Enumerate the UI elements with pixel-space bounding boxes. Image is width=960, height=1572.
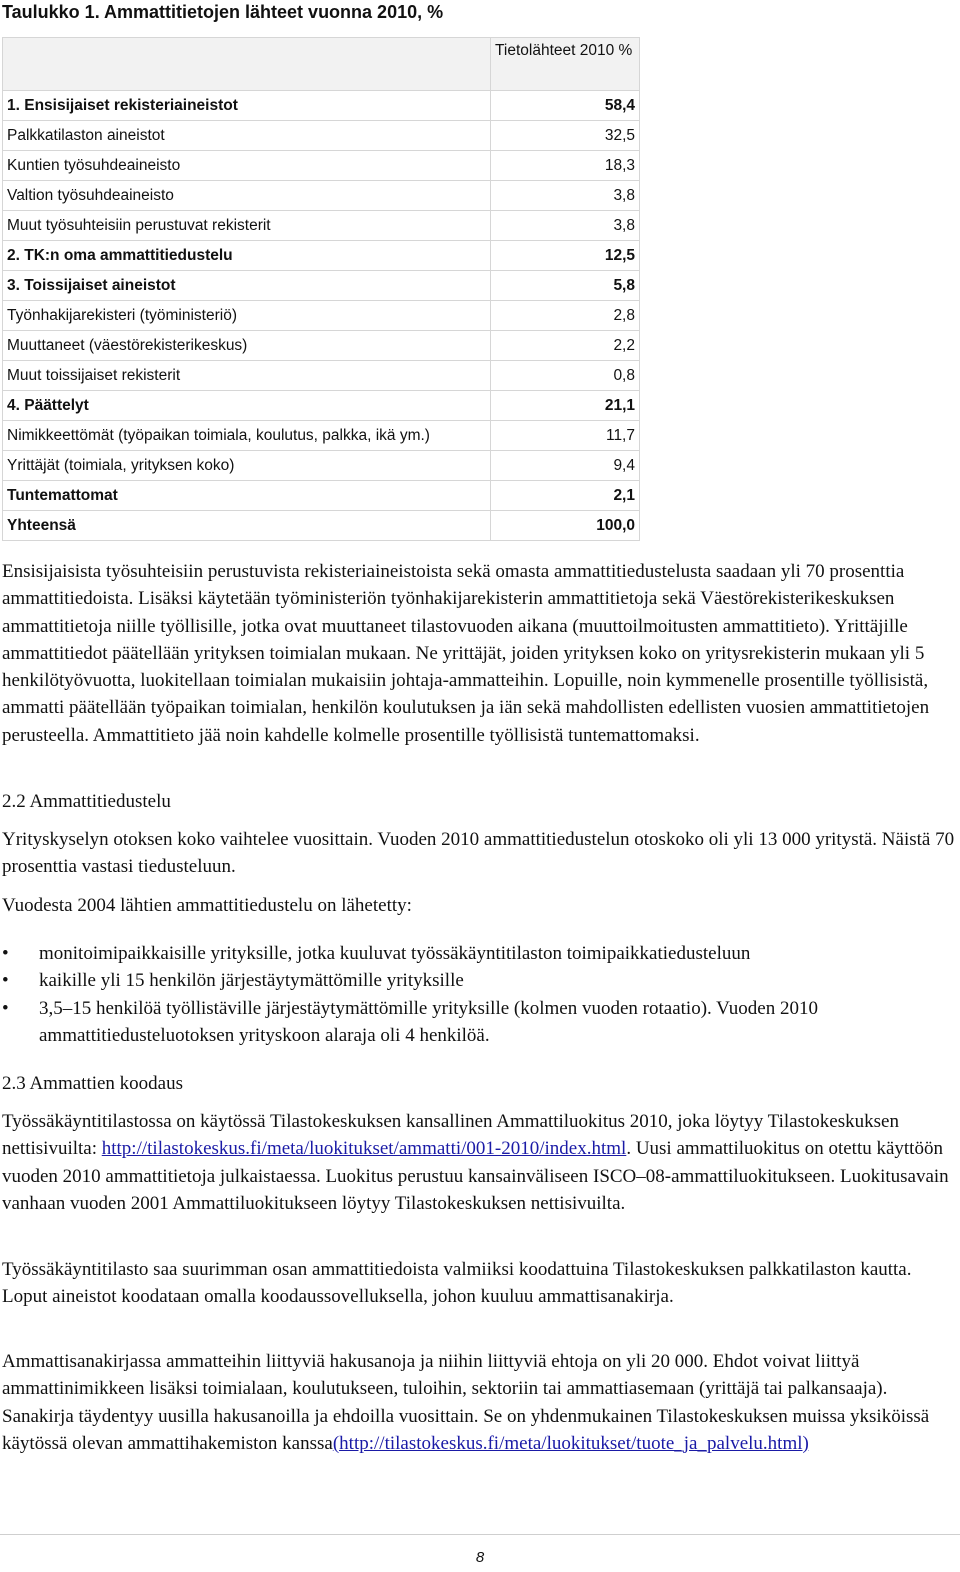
paragraph-survey-intro: Vuodesta 2004 lähtien ammattitiedustelu on lähetetty:: [2, 895, 412, 916]
page-number: 8: [475, 1549, 485, 1566]
list-item: [2, 967, 958, 994]
table-title: Taulukko 1. Ammattitietojen lähteet vuonna 2010, %: [2, 2, 444, 22]
table-row-label: Nimikkeettömät (työpaikan toimiala, koulutus, palkka, ikä ym.): [3, 421, 491, 451]
table-row-label: Valtion työsuhdeaineisto: [3, 181, 491, 211]
bullet-icon: •: [2, 997, 9, 1019]
table-row-value: 2,1: [491, 481, 640, 511]
table-row-label: 1. Ensisijaiset rekisteriaineistot: [3, 91, 491, 121]
heading-ammattitiedustelu: 2.2 Ammattitiedustelu: [2, 791, 171, 812]
table-row: [3, 241, 640, 271]
footer-divider: [0, 1534, 960, 1535]
sources-table: [2, 37, 640, 541]
table-column-header: Tietolähteet 2010 %: [491, 38, 640, 91]
table-row-label: Palkkatilaston aineistot: [3, 121, 491, 151]
table-row: [3, 451, 640, 481]
sources-table-body: [3, 38, 640, 541]
survey-target-list: [2, 940, 958, 1049]
table-row: [3, 91, 640, 121]
table-row: [3, 121, 640, 151]
table-row-value: 18,3: [491, 151, 640, 181]
table-row: [3, 331, 640, 361]
table-row: [3, 511, 640, 541]
table-row-value: 32,5: [491, 121, 640, 151]
table-row-value: 0,8: [491, 361, 640, 391]
table-row-value: 21,1: [491, 391, 640, 421]
paragraph-sample-size: Yrityskyselyn otoksen koko vaihtelee vuosittain. Vuoden 2010 ammattitiedustelun otoskoko oli yli 13 000 yritystä. Näistä 70 prosenttia vastasi tiedusteluun.: [2, 829, 955, 878]
table-row-label: Muut työsuhteisiin perustuvat rekisterit: [3, 211, 491, 241]
table-row-label: Muut toissijaiset rekisterit: [3, 361, 491, 391]
table-row-value: 2,2: [491, 331, 640, 361]
table-row: [3, 151, 640, 181]
table-header-row: [3, 38, 640, 91]
classification-link[interactable]: http://tilastokeskus.fi/meta/luokitukset/ammatti/001-2010/index.html: [101, 1138, 627, 1160]
paragraph-dictionary: [2, 1348, 958, 1457]
table-row-value: 5,8: [491, 271, 640, 301]
list-item-text: 3,5–15 henkilöä työllistäville järjestäytymättömille yrityksille (kolmen vuoden rotaatio). Vuoden 2010 ammattitiedusteluotoksen yrityskoon alaraja oli 4 henkilöä.: [39, 997, 818, 1046]
table-row: [3, 301, 640, 331]
table-row-label: Työnhakijarekisteri (työministeriö): [3, 301, 491, 331]
table-row-value: 100,0: [491, 511, 640, 541]
paragraph-classification: [2, 1108, 958, 1217]
paragraph-sources-summary: Ensisijaisista työsuhteisiin perustuvista rekisteriaineistoista sekä omasta ammattitiedustelusta saadaan yli 70 prosenttia ammattitiedoista. Lisäksi käytetään työministeriön työnhakijarekisterin ammattitietoja sekä Väestörekisterikeskuksen ammattitietoja niille työllisille, jotka ovat muuttaneet tilastovuoden aikana (muuttoilmoitusten ammattitieto). Yrittäjille ammattitiedot päätellään yrityksen toimialan mukaan. Ne yrittäjät, joiden yrityksen koko on yritysrekisterin mukaan yli 5 henkilötyövuotta, luokitellaan toimialan mukaisiin johtaja-ammatteihin. Lopuille, noin kymmenelle prosentille työllisistä, ammatti päätellään työpaikan toimialan, henkilön koulutuksen ja iän sekä mahdollisten edellisten vuosien ammattitietojen perusteella. Ammattitieto jää noin kahdelle kolmelle prosentille työllisistä tuntemattomaksi.: [2, 561, 930, 746]
table-row-value: 3,8: [491, 181, 640, 211]
paragraph-classification-text-cont: . Uusi ammattiluokitus on otettu käyttöön vuoden 2010 ammattitietoja julkaistaessa. Luokitus perustuu kansainväliseen ISCO–08-ammattiluokitukseen. Luokitusavain vanhaan vuoden 2001 Ammattiluokitukseen löytyy Tilastokeskuksen nettisivuilta.: [2, 1138, 949, 1214]
paragraph-dictionary-text: Ammattisanakirjassa ammatteihin liittyviä hakusanoja ja niihin liittyviä ehtoja on yli 20 000. Ehdot voivat liittyä ammattinimikkeen lisäksi toimialaan, koulutukseen, tuloihin, sektoriin tai ammattiasemaan (yrittäjä tai palkansaaja). Sanakirja täydentyy uusilla hakusanoilla ja ehdoilla vuosittain. Se on yhdenmukainen Tilastokeskuksen muissa yksiköissä käytössä olevan ammattihakemiston kanssa: [2, 1351, 930, 1454]
occupation-index-link[interactable]: (http://tilastokeskus.fi/meta/luokitukset/tuote_ja_palvelu.html): [332, 1432, 809, 1454]
table-row: [3, 181, 640, 211]
table-row-label: Muuttaneet (väestörekisterikeskus): [3, 331, 491, 361]
table-row: [3, 361, 640, 391]
table-row-label: 2. TK:n oma ammattitiedustelu: [3, 241, 491, 271]
table-row-label: Kuntien työsuhdeaineisto: [3, 151, 491, 181]
table-row-label: 3. Toissijaiset aineistot: [3, 271, 491, 301]
table-row-value: 9,4: [491, 451, 640, 481]
table-header-empty-cell: [3, 38, 491, 91]
table-row: [3, 391, 640, 421]
paragraph-coding: Työssäkäyntitilasto saa suurimman osan ammattitiedoista valmiiksi koodattuina Tilastokeskuksen palkkatilaston kautta. Loput aineistot koodataan omalla koodaussovelluksella, johon kuuluu ammattisanakirja.: [2, 1259, 912, 1308]
bullet-icon: •: [2, 943, 9, 964]
list-item-text: monitoimipaikkaisille yrityksille, jotka kuuluvat työssäkäyntitilaston toimipaikkatiedusteluun: [39, 943, 751, 964]
heading-ammattien-koodaus: 2.3 Ammattien koodaus: [2, 1073, 184, 1094]
list-item-text: kaikille yli 15 henkilön järjestäytymättömille yrityksille: [39, 970, 464, 992]
table-row-value: 58,4: [491, 91, 640, 121]
table-row-value: 3,8: [491, 211, 640, 241]
table-row-label: Tuntemattomat: [3, 481, 491, 511]
table-row-value: 11,7: [491, 421, 640, 451]
table-row: [3, 421, 640, 451]
paragraph-classification-text: Työssäkäyntitilastossa on käytössä Tilastokeskuksen kansallinen Ammattiluokitus 2010, joka löytyy Tilastokeskuksen nettisivuilta:: [2, 1111, 899, 1160]
table-row-label: Yrittäjät (toimiala, yrityksen koko): [3, 451, 491, 481]
list-item: [2, 995, 958, 1050]
bullet-icon: •: [2, 970, 9, 992]
table-row-value: 2,8: [491, 301, 640, 331]
table-row-value: 12,5: [491, 241, 640, 271]
table-row: [3, 211, 640, 241]
table-row: [3, 271, 640, 301]
table-row-label: 4. Päättelyt: [3, 391, 491, 421]
table-row: [3, 481, 640, 511]
table-row-label: Yhteensä: [3, 511, 491, 541]
list-item: [2, 940, 958, 967]
